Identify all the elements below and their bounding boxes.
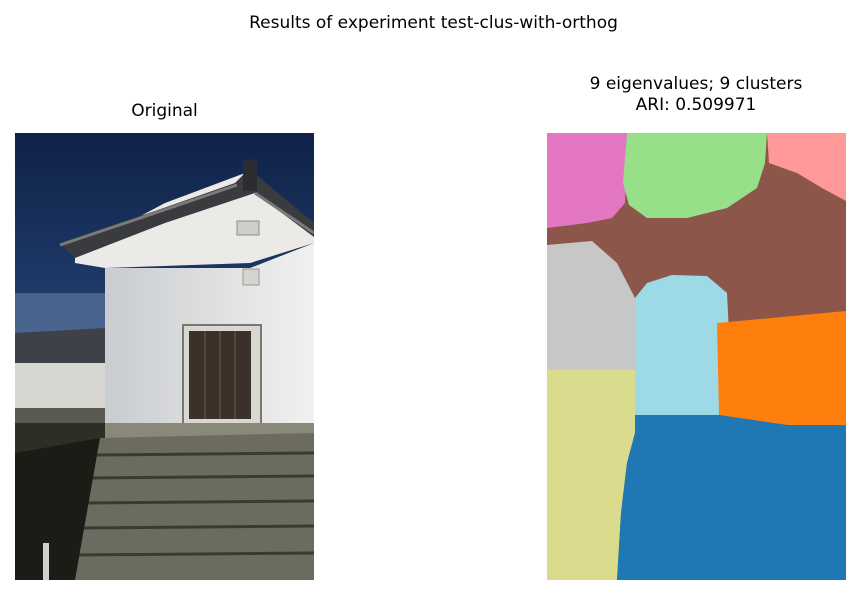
cluster-blue: [617, 415, 846, 580]
background-wall: [15, 363, 105, 413]
original-panel-title: Original: [131, 101, 198, 121]
original-image: [15, 133, 314, 580]
cluster-orange: [717, 311, 846, 425]
clusters-title-line1: 9 eigenvalues; 9 clusters: [589, 74, 803, 94]
cluster-light-blue: [635, 275, 729, 415]
cluster-label-image: [547, 133, 846, 580]
cluster-pink: [547, 133, 627, 228]
clusters-title-line2: ARI: 0.509971: [635, 95, 757, 115]
clusters-panel-title: [546, 74, 846, 116]
background-roof: [15, 328, 105, 363]
figure-suptitle: Results of experiment test-clus-with-orthog: [249, 13, 618, 33]
